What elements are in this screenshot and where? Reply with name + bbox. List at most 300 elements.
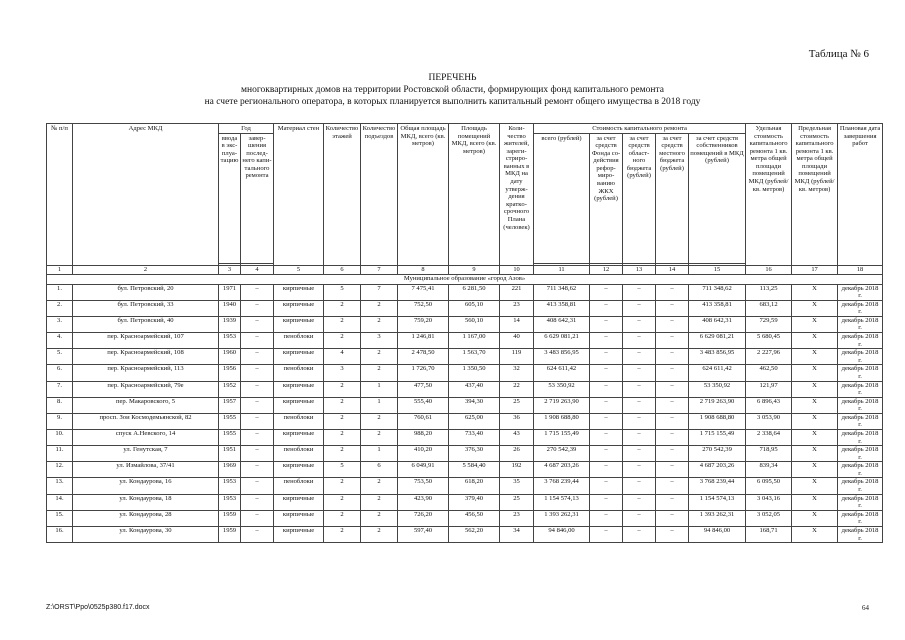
cell-cost-owners: 1 908 688,80 (689, 413, 746, 429)
table-number: Таблица № 6 (808, 48, 869, 60)
cell-wall-material: кирпичные (274, 494, 324, 510)
cell-total-area: 423,90 (398, 494, 449, 510)
cell-cost-total: 413 358,81 (534, 300, 590, 316)
cell-max-cost: Х (792, 510, 838, 526)
cell-row-number: 11. (47, 446, 73, 462)
table-row (47, 316, 883, 332)
cell-planned-date: декабрь 2018 г. (838, 349, 883, 365)
cell-cost-total: 53 350,92 (534, 381, 590, 397)
cell-floors: 2 (324, 300, 361, 316)
cell-max-cost: Х (792, 397, 838, 413)
cell-floors: 4 (324, 349, 361, 365)
cell-total-area: 988,20 (398, 429, 449, 445)
cell-entrances: 2 (361, 510, 398, 526)
cell-address: ул. Генутская, 7 (73, 446, 219, 462)
cell-max-cost: Х (792, 478, 838, 494)
cell-max-cost: Х (792, 381, 838, 397)
table-row (47, 526, 883, 542)
table-row (47, 446, 883, 462)
cell-wall-material: кирпичные (274, 510, 324, 526)
cell-residents: 14 (500, 316, 534, 332)
col-header-entrances: Количество подъездов (361, 124, 398, 266)
col-header-year: Год (219, 124, 274, 134)
col-header-floors: Количество этажей (324, 124, 361, 266)
footer-file-path: Z:\ORST\Ppo\0525p380.f17.docx (46, 604, 150, 611)
cell-unit-cost: 729,59 (746, 316, 792, 332)
cell-premises-area: 394,30 (449, 397, 500, 413)
document-title: ПЕРЕЧЕНЬ (428, 73, 477, 83)
cell-year-commission: 1969 (219, 462, 241, 478)
cell-total-area: 1 726,70 (398, 365, 449, 381)
cell-max-cost: Х (792, 413, 838, 429)
cell-wall-material: кирпичные (274, 526, 324, 542)
cell-cost-local: – (656, 300, 689, 316)
cell-entrances: 2 (361, 526, 398, 542)
cell-total-area: 1 246,81 (398, 333, 449, 349)
cell-max-cost: Х (792, 284, 838, 300)
cell-cost-region: – (623, 446, 656, 462)
cell-planned-date: декабрь 2018 г. (838, 510, 883, 526)
municipality-row (47, 274, 883, 284)
cell-cost-fund: – (590, 510, 623, 526)
cell-wall-material: кирпичные (274, 429, 324, 445)
cell-year-commission: 1940 (219, 300, 241, 316)
cell-year-last-repair: – (241, 429, 274, 445)
cell-year-commission: 1959 (219, 526, 241, 542)
cell-wall-material: кирпичные (274, 284, 324, 300)
cell-cost-owners: 2 719 263,90 (689, 397, 746, 413)
cell-row-number: 1. (47, 284, 73, 300)
cell-cost-total: 2 719 263,90 (534, 397, 590, 413)
cell-floors: 2 (324, 494, 361, 510)
cell-max-cost: Х (792, 429, 838, 445)
col-header-premises-area: Площадь помещений МКД, всего (кв. метров) (449, 124, 500, 266)
footer-page-number: 64 (862, 604, 869, 612)
cell-cost-region: – (623, 429, 656, 445)
cell-residents: 221 (500, 284, 534, 300)
cell-cost-owners: 408 642,31 (689, 316, 746, 332)
cell-cost-local: – (656, 365, 689, 381)
cell-cost-total: 270 542,39 (534, 446, 590, 462)
cell-cost-fund: – (590, 316, 623, 332)
cell-cost-owners: 413 358,81 (689, 300, 746, 316)
cell-row-number: 6. (47, 365, 73, 381)
cell-premises-area: 379,40 (449, 494, 500, 510)
cell-cost-region: – (623, 413, 656, 429)
cell-year-last-repair: – (241, 478, 274, 494)
cell-entrances: 1 (361, 397, 398, 413)
cell-row-number: 12. (47, 462, 73, 478)
cell-residents: 26 (500, 446, 534, 462)
cell-residents: 40 (500, 333, 534, 349)
cell-cost-fund: – (590, 349, 623, 365)
cell-year-last-repair: – (241, 381, 274, 397)
cell-wall-material: пеноблоки (274, 365, 324, 381)
cell-cost-region: – (623, 284, 656, 300)
table-row (47, 413, 883, 429)
cell-premises-area: 5 584,40 (449, 462, 500, 478)
col-header-max-cost: Предельная стоимость капитального ремонта 1 кв. метра общей площади помещений МКД (рублей/ кв. метров) (792, 124, 838, 266)
cell-cost-total: 3 768 239,44 (534, 478, 590, 494)
table-body (47, 284, 883, 543)
cell-cost-local: – (656, 413, 689, 429)
cell-cost-local: – (656, 284, 689, 300)
cell-cost-local: – (656, 510, 689, 526)
cell-wall-material: пеноблоки (274, 333, 324, 349)
cell-row-number: 7. (47, 381, 73, 397)
cell-premises-area: 625,00 (449, 413, 500, 429)
col-header-cost-fund: за счет средств Фонда содействия реформированию ЖКХ (рублей) (590, 133, 623, 263)
cell-residents: 32 (500, 365, 534, 381)
col-header-cost-total: всего (рублей) (534, 133, 590, 263)
cell-year-commission: 1971 (219, 284, 241, 300)
cell-cost-fund: – (590, 365, 623, 381)
cell-planned-date: декабрь 2018 г. (838, 381, 883, 397)
cell-cost-fund: – (590, 284, 623, 300)
cell-floors: 2 (324, 526, 361, 542)
cell-floors: 2 (324, 333, 361, 349)
cell-total-area: 477,50 (398, 381, 449, 397)
cell-year-commission: 1953 (219, 333, 241, 349)
municipality-name: Муниципальное образование «город Азов» (47, 274, 883, 284)
cell-premises-area: 6 281,50 (449, 284, 500, 300)
col-header-cost-group: Стоимость капитального ремонта (534, 124, 746, 134)
cell-residents: 34 (500, 526, 534, 542)
table-row (47, 349, 883, 365)
col-header-num: № п/п (47, 124, 73, 266)
cell-year-last-repair: – (241, 413, 274, 429)
cell-row-number: 15. (47, 510, 73, 526)
cell-cost-owners: 94 846,00 (689, 526, 746, 542)
cell-max-cost: Х (792, 300, 838, 316)
cell-cost-total: 1 393 262,31 (534, 510, 590, 526)
cell-cost-owners: 1 393 262,31 (689, 510, 746, 526)
cell-cost-owners: 1 154 574,13 (689, 494, 746, 510)
cell-planned-date: декабрь 2018 г. (838, 365, 883, 381)
cell-address: ул. Измайлова, 37/41 (73, 462, 219, 478)
cell-year-commission: 1959 (219, 510, 241, 526)
cell-cost-local: – (656, 397, 689, 413)
cell-total-area: 759,20 (398, 316, 449, 332)
cell-year-commission: 1956 (219, 365, 241, 381)
cell-year-commission: 1953 (219, 494, 241, 510)
cell-cost-local: – (656, 462, 689, 478)
cell-year-commission: 1953 (219, 478, 241, 494)
cell-wall-material: кирпичные (274, 381, 324, 397)
cell-cost-region: – (623, 526, 656, 542)
cell-cost-local: – (656, 429, 689, 445)
table-row (47, 510, 883, 526)
cell-premises-area: 437,40 (449, 381, 500, 397)
cell-unit-cost: 2 338,64 (746, 429, 792, 445)
cell-residents: 119 (500, 349, 534, 365)
cell-row-number: 2. (47, 300, 73, 316)
cell-premises-area: 562,20 (449, 526, 500, 542)
cell-cost-owners: 1 715 155,49 (689, 429, 746, 445)
cell-row-number: 3. (47, 316, 73, 332)
col-header-cost-owners: за счет средств собственников помещений в МКД (рублей) (689, 133, 746, 263)
cell-row-number: 14. (47, 494, 73, 510)
table-header (47, 124, 883, 266)
column-number-row: 1 2 3 4 5 6 7 8 9 10 11 12 13 14 15 16 17 18 (47, 265, 883, 274)
col-header-year-last-repair: завершения последнего капитального ремонта (241, 133, 274, 263)
cell-year-last-repair: – (241, 526, 274, 542)
cell-cost-local: – (656, 316, 689, 332)
cell-cost-owners: 270 542,39 (689, 446, 746, 462)
cell-cost-owners: 711 348,62 (689, 284, 746, 300)
cell-floors: 2 (324, 397, 361, 413)
cell-entrances: 3 (361, 333, 398, 349)
cell-cost-total: 624 611,42 (534, 365, 590, 381)
cell-row-number: 8. (47, 397, 73, 413)
cell-premises-area: 376,30 (449, 446, 500, 462)
cell-cost-total: 4 687 203,26 (534, 462, 590, 478)
cell-entrances: 2 (361, 478, 398, 494)
cell-address: бул. Петровский, 33 (73, 300, 219, 316)
cell-row-number: 5. (47, 349, 73, 365)
cell-unit-cost: 839,34 (746, 462, 792, 478)
cell-year-last-repair: – (241, 316, 274, 332)
cell-cost-owners: 6 629 081,21 (689, 333, 746, 349)
cell-cost-local: – (656, 381, 689, 397)
cell-cost-region: – (623, 381, 656, 397)
col-header-address: Адрес МКД (73, 124, 219, 266)
cell-unit-cost: 5 680,45 (746, 333, 792, 349)
cell-total-area: 6 049,91 (398, 462, 449, 478)
cell-premises-area: 618,20 (449, 478, 500, 494)
cell-cost-total: 408 642,31 (534, 316, 590, 332)
cell-premises-area: 560,10 (449, 316, 500, 332)
cell-unit-cost: 113,25 (746, 284, 792, 300)
cell-row-number: 4. (47, 333, 73, 349)
cell-planned-date: декабрь 2018 г. (838, 429, 883, 445)
cell-entrances: 2 (361, 316, 398, 332)
cell-cost-region: – (623, 349, 656, 365)
cell-entrances: 1 (361, 446, 398, 462)
cell-cost-owners: 3 768 239,44 (689, 478, 746, 494)
cell-max-cost: Х (792, 462, 838, 478)
cell-cost-region: – (623, 494, 656, 510)
cell-floors: 5 (324, 284, 361, 300)
cell-planned-date: декабрь 2018 г. (838, 446, 883, 462)
cell-premises-area: 733,40 (449, 429, 500, 445)
cell-address: спуск А.Невского, 14 (73, 429, 219, 445)
cell-total-area: 597,40 (398, 526, 449, 542)
cell-cost-local: – (656, 333, 689, 349)
cell-wall-material: кирпичные (274, 349, 324, 365)
cell-residents: 25 (500, 494, 534, 510)
cell-unit-cost: 121,97 (746, 381, 792, 397)
cell-cost-local: – (656, 494, 689, 510)
cell-floors: 2 (324, 429, 361, 445)
table-row (47, 397, 883, 413)
cell-unit-cost: 718,95 (746, 446, 792, 462)
table-row (47, 429, 883, 445)
cell-cost-region: – (623, 397, 656, 413)
cell-cost-total: 1 154 574,13 (534, 494, 590, 510)
cell-floors: 5 (324, 462, 361, 478)
cell-wall-material: пеноблоки (274, 413, 324, 429)
table-row (47, 462, 883, 478)
cell-planned-date: декабрь 2018 г. (838, 284, 883, 300)
cell-address: ул. Кондаурова, 30 (73, 526, 219, 542)
cell-cost-total: 94 846,00 (534, 526, 590, 542)
cell-premises-area: 605,10 (449, 300, 500, 316)
cell-planned-date: декабрь 2018 г. (838, 494, 883, 510)
cell-year-last-repair: – (241, 333, 274, 349)
cell-cost-local: – (656, 478, 689, 494)
cell-premises-area: 456,50 (449, 510, 500, 526)
cell-entrances: 6 (361, 462, 398, 478)
cell-entrances: 2 (361, 429, 398, 445)
table-row (47, 300, 883, 316)
cell-cost-fund: – (590, 429, 623, 445)
cell-cost-fund: – (590, 462, 623, 478)
col-header-cost-region: за счет средств областного бюджета (рублей) (623, 133, 656, 263)
col-header-cost-local: за счет средств местного бюджета (рублей) (656, 133, 689, 263)
cell-planned-date: декабрь 2018 г. (838, 316, 883, 332)
cell-wall-material: кирпичные (274, 397, 324, 413)
cell-max-cost: Х (792, 446, 838, 462)
cell-unit-cost: 3 043,16 (746, 494, 792, 510)
cell-residents: 23 (500, 510, 534, 526)
cell-residents: 22 (500, 381, 534, 397)
cell-entrances: 2 (361, 365, 398, 381)
cell-cost-fund: – (590, 381, 623, 397)
cell-floors: 3 (324, 365, 361, 381)
table-row (47, 333, 883, 349)
cell-year-last-repair: – (241, 494, 274, 510)
table-row (47, 478, 883, 494)
cell-cost-total: 1 715 155,49 (534, 429, 590, 445)
cell-residents: 192 (500, 462, 534, 478)
cell-floors: 2 (324, 510, 361, 526)
cell-year-last-repair: – (241, 510, 274, 526)
col-header-total-area: Общая площадь МКД, всего (кв. метров) (398, 124, 449, 266)
table-row (47, 284, 883, 300)
col-header-wall: Материал стен (274, 124, 324, 266)
cell-cost-total: 711 348,62 (534, 284, 590, 300)
col-header-planned-date: Плановая дата завершения работ (838, 124, 883, 266)
cell-max-cost: Х (792, 316, 838, 332)
cell-entrances: 2 (361, 413, 398, 429)
cell-address: пер. Красноармейский, 107 (73, 333, 219, 349)
cell-unit-cost: 462,50 (746, 365, 792, 381)
cell-year-last-repair: – (241, 397, 274, 413)
cell-address: просп. Зои Космодемьянской, 82 (73, 413, 219, 429)
cell-cost-fund: – (590, 478, 623, 494)
cell-planned-date: декабрь 2018 г. (838, 413, 883, 429)
cell-floors: 2 (324, 381, 361, 397)
cell-unit-cost: 3 052,05 (746, 510, 792, 526)
cell-year-last-repair: – (241, 365, 274, 381)
col-header-year-commission: ввода в эксплуатацию (219, 133, 241, 263)
cell-year-last-repair: – (241, 300, 274, 316)
cell-year-commission: 1955 (219, 429, 241, 445)
cell-cost-region: – (623, 316, 656, 332)
cell-entrances: 2 (361, 349, 398, 365)
cell-year-commission: 1955 (219, 413, 241, 429)
cell-address: пер. Красноармейский, 108 (73, 349, 219, 365)
cell-address: бул. Петровский, 40 (73, 316, 219, 332)
cell-entrances: 2 (361, 494, 398, 510)
cell-max-cost: Х (792, 349, 838, 365)
cell-premises-area: 1 350,50 (449, 365, 500, 381)
cell-year-last-repair: – (241, 284, 274, 300)
cell-unit-cost: 6 896,43 (746, 397, 792, 413)
cell-premises-area: 1 563,70 (449, 349, 500, 365)
cell-address: бул. Петровский, 20 (73, 284, 219, 300)
cell-planned-date: декабрь 2018 г. (838, 300, 883, 316)
cell-planned-date: декабрь 2018 г. (838, 462, 883, 478)
cell-year-last-repair: – (241, 446, 274, 462)
cell-cost-owners: 624 611,42 (689, 365, 746, 381)
cell-row-number: 10. (47, 429, 73, 445)
document-subtitle-line-1: многоквартирных домов на территории Ростовской области, формирующих фонд капитального ремонта (241, 85, 664, 95)
cell-floors: 2 (324, 413, 361, 429)
cell-cost-fund: – (590, 494, 623, 510)
cell-row-number: 16. (47, 526, 73, 542)
cell-address: ул. Кондаурова, 16 (73, 478, 219, 494)
cell-residents: 35 (500, 478, 534, 494)
cell-row-number: 9. (47, 413, 73, 429)
cell-cost-region: – (623, 510, 656, 526)
cell-residents: 43 (500, 429, 534, 445)
cell-row-number: 13. (47, 478, 73, 494)
cell-cost-region: – (623, 300, 656, 316)
cell-premises-area: 1 167,00 (449, 333, 500, 349)
cell-planned-date: декабрь 2018 г. (838, 397, 883, 413)
cell-max-cost: Х (792, 526, 838, 542)
cell-wall-material: пеноблоки (274, 478, 324, 494)
cell-total-area: 410,20 (398, 446, 449, 462)
cell-wall-material: пеноблоки (274, 446, 324, 462)
cell-planned-date: декабрь 2018 г. (838, 526, 883, 542)
cell-cost-region: – (623, 462, 656, 478)
cell-total-area: 752,50 (398, 300, 449, 316)
cell-total-area: 555,40 (398, 397, 449, 413)
cell-wall-material: кирпичные (274, 462, 324, 478)
cell-unit-cost: 3 053,90 (746, 413, 792, 429)
cell-address: ул. Кондаурова, 18 (73, 494, 219, 510)
cell-cost-local: – (656, 446, 689, 462)
cell-residents: 36 (500, 413, 534, 429)
cell-cost-fund: – (590, 397, 623, 413)
cell-entrances: 1 (361, 381, 398, 397)
table-row (47, 381, 883, 397)
cell-total-area: 726,20 (398, 510, 449, 526)
cell-cost-owners: 3 483 856,95 (689, 349, 746, 365)
cell-year-commission: 1951 (219, 446, 241, 462)
cell-total-area: 7 475,41 (398, 284, 449, 300)
cell-cost-local: – (656, 349, 689, 365)
cell-max-cost: Х (792, 365, 838, 381)
cell-entrances: 7 (361, 284, 398, 300)
cell-cost-owners: 53 350,92 (689, 381, 746, 397)
cell-year-last-repair: – (241, 349, 274, 365)
cell-wall-material: кирпичные (274, 300, 324, 316)
repair-list-table (46, 123, 883, 543)
cell-year-commission: 1939 (219, 316, 241, 332)
cell-address: пер. Красноармейский, 113 (73, 365, 219, 381)
table-row (47, 365, 883, 381)
cell-cost-fund: – (590, 413, 623, 429)
cell-max-cost: Х (792, 494, 838, 510)
table-row (47, 494, 883, 510)
cell-unit-cost: 168,71 (746, 526, 792, 542)
cell-address: пер. Макаровского, 5 (73, 397, 219, 413)
cell-address: ул. Кондаурова, 28 (73, 510, 219, 526)
